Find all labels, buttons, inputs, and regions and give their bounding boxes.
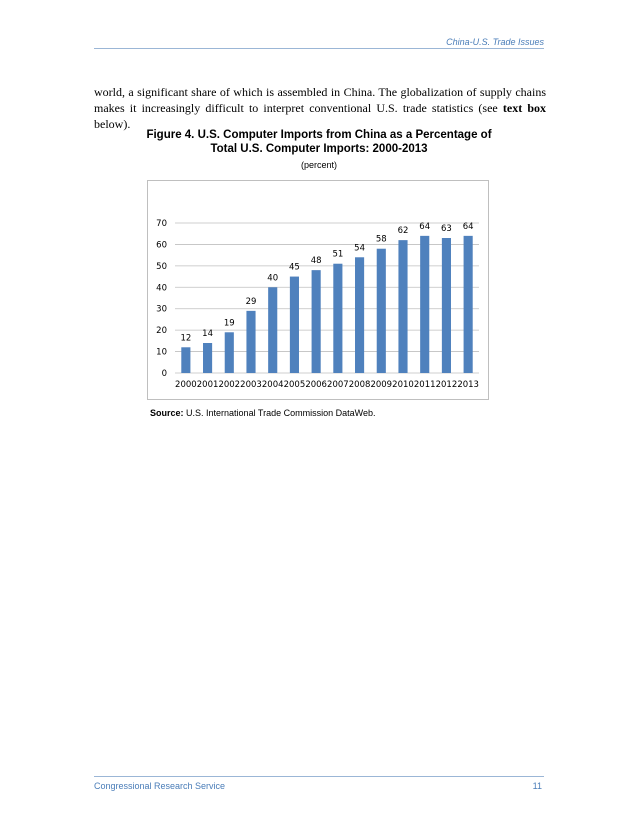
x-tick-label: 2008: [348, 380, 371, 390]
figure-title-line-2: Total U.S. Computer Imports: 2000-2013: [210, 143, 428, 155]
y-tick-label: 70: [156, 219, 167, 229]
figure-source: [150, 408, 375, 418]
data-label: 58: [375, 234, 387, 245]
bar: [246, 311, 255, 373]
data-label: 29: [245, 296, 257, 307]
bar-chart: [147, 180, 489, 400]
y-tick-label: 40: [156, 283, 167, 294]
bar: [398, 240, 407, 373]
running-header: China-U.S. Trade Issues: [446, 37, 544, 47]
figure-title: [94, 128, 544, 156]
data-label: 64: [462, 221, 474, 232]
x-tick-label: 2007: [327, 380, 349, 390]
bar: [355, 257, 364, 373]
x-tick-label: 2010: [392, 380, 414, 390]
x-tick-label: 2005: [283, 380, 306, 390]
y-tick-label: 10: [156, 347, 167, 358]
x-tick-label: 2003: [240, 380, 262, 390]
footer-organization: Congressional Research Service: [94, 781, 226, 791]
x-tick-label: 2012: [435, 380, 458, 390]
data-label: 14: [202, 329, 213, 339]
y-tick-label: 0: [161, 369, 167, 379]
figure-subtitle: (percent): [300, 160, 337, 170]
header-rule: [94, 48, 544, 49]
x-tick-label: 2011: [413, 380, 436, 390]
data-label: 40: [267, 273, 279, 284]
bar: [203, 343, 212, 373]
data-label: 64: [419, 221, 431, 232]
x-tick-label: 2001: [196, 380, 219, 390]
x-tick-label: 2006: [305, 380, 327, 390]
body-paragraph: [94, 84, 546, 132]
y-tick-label: 20: [156, 326, 167, 337]
bar: [442, 238, 451, 373]
paragraph-bold-text: text box: [502, 101, 547, 115]
paragraph-text-1: world, a significant share of which is assembled in China. The globalization of supply chains makes it increasingly difficult to interpret conventional U.S. trade statistics (see: [94, 85, 546, 115]
bar: [464, 236, 473, 373]
x-tick-label: 2009: [370, 380, 393, 390]
source-text: U.S. International Trade Commission DataWeb.: [186, 408, 376, 418]
source-label: Source:: [150, 408, 184, 418]
bar: [333, 264, 342, 373]
data-label: 48: [310, 256, 322, 267]
data-label: 12: [180, 333, 192, 344]
x-tick-label: 2013: [457, 380, 479, 390]
bar: [268, 287, 277, 373]
bar: [312, 270, 321, 373]
bar: [290, 277, 299, 373]
bar: [181, 347, 190, 373]
bar: [225, 332, 234, 373]
x-tick-label: 2002: [218, 380, 241, 390]
paragraph-text-2: below).: [94, 117, 131, 131]
y-tick-label: 60: [156, 240, 167, 251]
data-label: 19: [223, 318, 235, 329]
footer-rule: [94, 776, 544, 777]
footer-page-number: 11: [532, 781, 542, 791]
figure-title-line-1: Figure 4. U.S. Computer Imports from China as a Percentage of: [146, 129, 492, 141]
x-tick-label: 2000: [175, 380, 197, 390]
bar: [420, 236, 429, 373]
data-label: 54: [354, 243, 365, 254]
y-tick-label: 30: [156, 304, 167, 315]
y-tick-label: 50: [156, 261, 167, 272]
x-tick-label: 2004: [261, 380, 284, 390]
data-label: 51: [332, 249, 344, 260]
data-label: 62: [397, 226, 409, 237]
data-label: 45: [289, 262, 300, 273]
bar: [377, 249, 386, 373]
data-label: 63: [441, 224, 452, 234]
